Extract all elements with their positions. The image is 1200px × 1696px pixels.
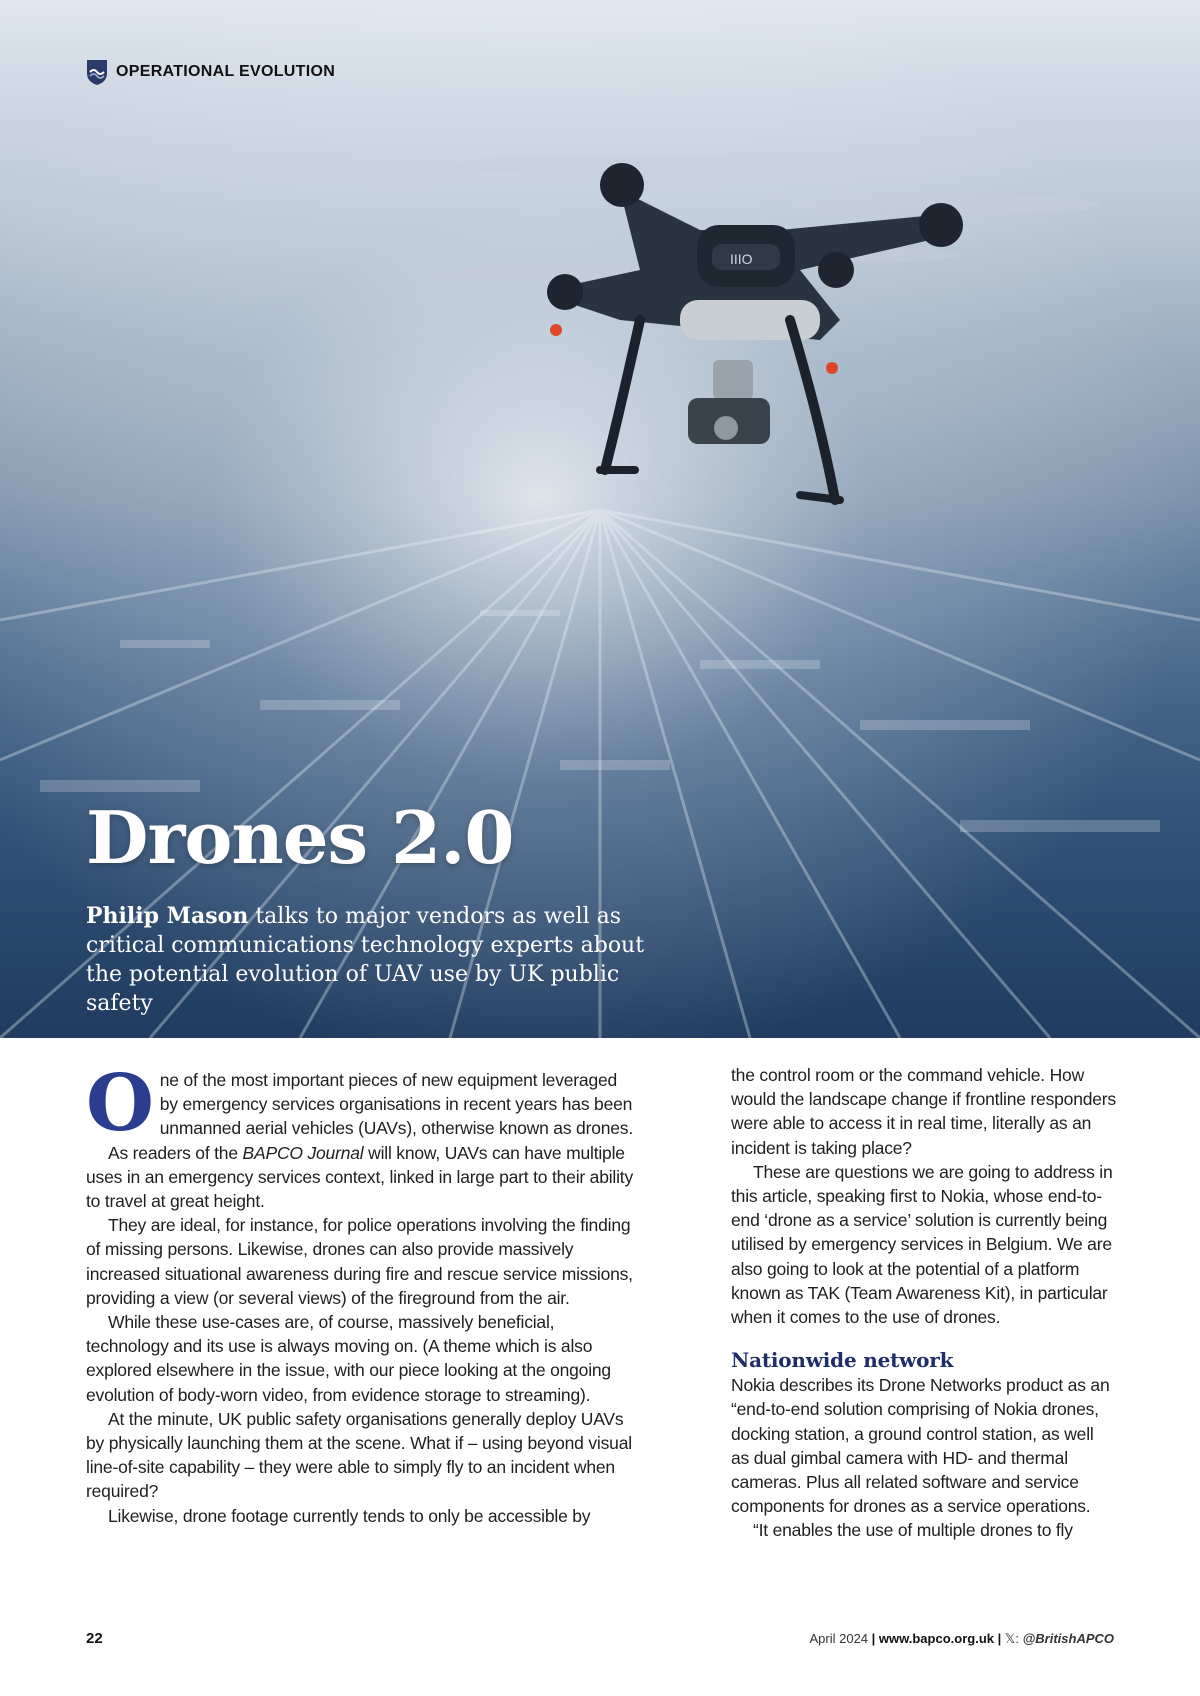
social-handle[interactable]: @BritishAPCO [1022,1631,1114,1646]
standfirst-text: talks to major vendors as well as critical communications technology experts about the potential evolution of UAV use by UK public safety [86,904,645,1016]
paragraph: Nokia describes its Drone Networks product as an “end-to-end solution comprising of Nokia drones, docking station, a ground control station, as well as dual gimbal camera with HD- and thermal cameras. Plus all related software and service components for drones as a service operations. [731,1375,1110,1517]
subheading: Nationwide network [731,1348,954,1373]
paragraph [86,1141,638,1214]
website-link[interactable]: www.bapco.org.uk [878,1631,994,1646]
paragraph-text: ne of the most important pieces of new equipment leveraged by emergency services organisations in recent years has been unmanned aerial vehicles (UAVs), otherwise known as drones. [159,1070,634,1139]
separator: | [994,1631,1005,1646]
separator: | [868,1631,879,1646]
author-name: Philip Mason [86,903,249,929]
paragraph: They are ideal, for instance, for police operations involving the finding of missing persons. Likewise, drones can also provide massively increased situational awareness during fire and rescue service missions, providing a view (or several views) of the fireground from the air. [86,1215,633,1308]
drop-cap: O [86,1058,154,1149]
issue-date: April 2024 [809,1631,869,1646]
publication-name: BAPCO Journal [242,1142,364,1163]
paragraph: While these use-cases are, of course, massively beneficial, technology and its use is always moving on. (A theme which is also explored elsewhere in the issue, with our piece looking at the ongoing evolution of body-worn video, from evidence storage to streaming). [86,1312,611,1405]
paragraph: “It enables the use of multiple drones to fly [753,1520,1073,1541]
section-label [86,58,335,86]
svg-text:IIIO: IIIO [730,251,753,267]
x-icon: 𝕏 [1004,1631,1016,1646]
section-title: OPERATIONAL EVOLUTION [116,63,336,80]
paragraph-text: As readers of the [108,1142,243,1163]
article-column-right [731,1063,1116,1543]
paragraph: At the minute, UK public safety organisations generally deploy UAVs by physically launching them at the scene. What if – using beyond visual line-of-site capability – they were able to simply fly to an incident when required? [86,1408,632,1502]
paragraph: These are questions we are going to address in this article, speaking first to Nokia, whose end-to-end ‘drone as a service’ solution is currently being utilised by emergency services in Belgium. We are also going to look at the potential of a platform known as TAK (Team Awareness Kit), in particular when it comes to the use of drones. [731,1161,1113,1328]
paragraph [86,1058,638,1149]
paragraph-text: will know, UAVs can have multiple uses in an emergency services context, linked in large part to their ability to travel at great height. [86,1142,634,1212]
bapco-shield-icon [86,58,108,86]
paragraph: Likewise, drone footage currently tends to only be accessible by [108,1505,591,1526]
footer-info [809,1631,1114,1647]
article-column-left [86,1058,638,1528]
article-title: Drones 2.0 [86,795,514,880]
separator: : [1015,1631,1023,1646]
page-number: 22 [86,1630,103,1647]
standfirst [86,902,676,1018]
paragraph: the control room or the command vehicle. How would the landscape change if frontline responders were able to access it in real time, literally as an incident is taking place? [731,1065,1116,1158]
